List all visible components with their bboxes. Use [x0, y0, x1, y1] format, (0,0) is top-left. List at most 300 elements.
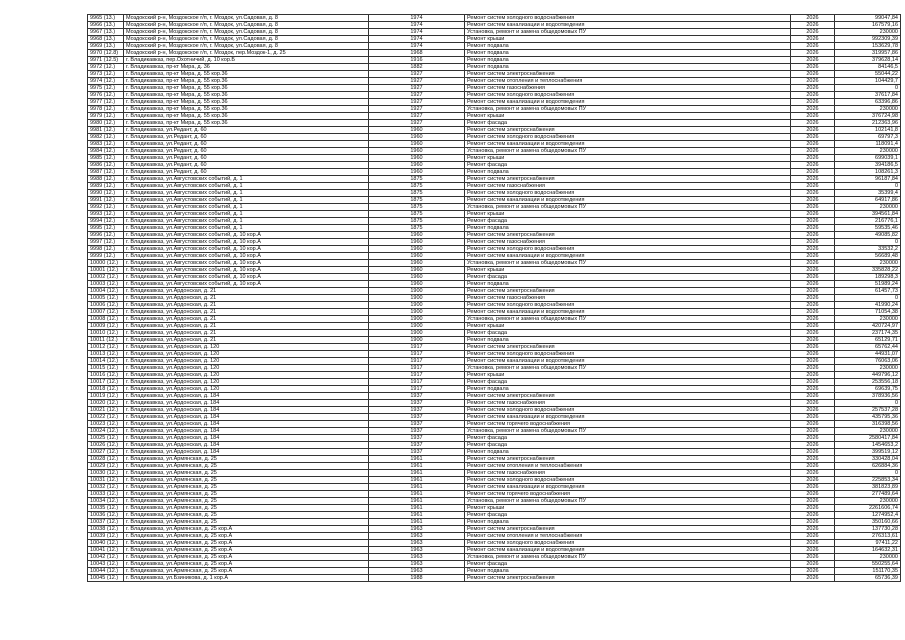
table-row: [88, 162, 901, 169]
cost-cell: 216776,1: [835, 218, 901, 225]
year-built-cell: 1960: [369, 134, 465, 141]
address-cell: г. Владикавказ, ул.Августовских событий, д. 10 кор.А: [124, 246, 369, 253]
table-row: [88, 204, 901, 211]
work-type-cell: Ремонт систем холодного водоснабжения: [465, 190, 791, 197]
cost-cell: 230000: [835, 204, 901, 211]
year-built-cell: 1927: [369, 106, 465, 113]
year-built-cell: 1900: [369, 323, 465, 330]
work-type-cell: Ремонт подвала: [465, 519, 791, 526]
cost-cell: 699039,1: [835, 155, 901, 162]
row-number-cell: 9990 (12.): [88, 190, 124, 197]
work-type-cell: Установка, ремонт и замена общедомовых ПУ: [465, 365, 791, 372]
row-number-cell: 10025 (12.): [88, 435, 124, 442]
plan-year-cell: 2026: [791, 106, 835, 113]
cost-cell: 37617,84: [835, 92, 901, 99]
work-type-cell: Ремонт фасада: [465, 218, 791, 225]
year-built-cell: 1988: [369, 575, 465, 582]
table-row: [88, 428, 901, 435]
year-built-cell: 1960: [369, 281, 465, 288]
year-built-cell: 1974: [369, 22, 465, 29]
plan-year-cell: 2026: [791, 449, 835, 456]
work-type-cell: Ремонт систем отопления и теплоснабжения: [465, 463, 791, 470]
cost-cell: 44931,07: [835, 351, 901, 358]
row-number-cell: 9968 (13.): [88, 36, 124, 43]
row-number-cell: 9972 (12.): [88, 64, 124, 71]
plan-year-cell: 2026: [791, 253, 835, 260]
plan-year-cell: 2026: [791, 267, 835, 274]
work-type-cell: Ремонт систем канализации и водоотведения: [465, 253, 791, 260]
year-built-cell: 1961: [369, 463, 465, 470]
table-row: [88, 253, 901, 260]
table-row: [88, 344, 901, 351]
plan-year-cell: 2026: [791, 155, 835, 162]
address-cell: г. Владикавказ, ул.Ардонская, д. 21: [124, 330, 369, 337]
cost-cell: 379628,14: [835, 57, 901, 64]
table-row: [88, 176, 901, 183]
plan-year-cell: 2026: [791, 169, 835, 176]
plan-year-cell: 2026: [791, 246, 835, 253]
work-type-cell: Ремонт систем канализации и водоотведения: [465, 414, 791, 421]
work-type-cell: Ремонт подвала: [465, 337, 791, 344]
table-row: [88, 316, 901, 323]
year-built-cell: 1916: [369, 57, 465, 64]
cost-cell: 230000: [835, 106, 901, 113]
plan-year-cell: 2026: [791, 351, 835, 358]
work-type-cell: Ремонт систем канализации и водоотведения: [465, 141, 791, 148]
work-type-cell: Ремонт систем электроснабжения: [465, 526, 791, 533]
plan-year-cell: 2026: [791, 64, 835, 71]
cost-cell: 51989,24: [835, 281, 901, 288]
address-cell: г. Владикавказ, ул.Ардонская, д. 21: [124, 302, 369, 309]
work-type-cell: Ремонт подвала: [465, 449, 791, 456]
row-number-cell: 10003 (12.): [88, 281, 124, 288]
table-row: [88, 540, 901, 547]
work-type-cell: Ремонт систем канализации и водоотведения: [465, 197, 791, 204]
work-type-cell: Ремонт систем холодного водоснабжения: [465, 302, 791, 309]
plan-year-cell: 2026: [791, 99, 835, 106]
plan-year-cell: 2026: [791, 407, 835, 414]
work-type-cell: Ремонт фасада: [465, 379, 791, 386]
table-row: [88, 435, 901, 442]
row-number-cell: 10023 (12.): [88, 421, 124, 428]
plan-year-cell: 2026: [791, 512, 835, 519]
row-number-cell: 10013 (12.): [88, 351, 124, 358]
table-row: [88, 449, 901, 456]
plan-year-cell: 2026: [791, 127, 835, 134]
work-type-cell: Ремонт систем газоснабжения: [465, 239, 791, 246]
plan-year-cell: 2026: [791, 379, 835, 386]
table-row: [88, 197, 901, 204]
table-row: [88, 190, 901, 197]
year-built-cell: 1875: [369, 197, 465, 204]
year-built-cell: 1961: [369, 512, 465, 519]
cost-cell: 69639,75: [835, 386, 901, 393]
address-cell: г. Владикавказ, пр-кт Мира, д. 55 кор.36: [124, 113, 369, 120]
table-row: [88, 309, 901, 316]
row-number-cell: 10039 (12.): [88, 533, 124, 540]
work-type-cell: Ремонт систем холодного водоснабжения: [465, 134, 791, 141]
year-built-cell: 1961: [369, 505, 465, 512]
year-built-cell: 1961: [369, 456, 465, 463]
cost-cell: 230000: [835, 498, 901, 505]
cost-cell: 230000: [835, 148, 901, 155]
row-number-cell: 9982 (12.): [88, 134, 124, 141]
row-number-cell: 9969 (13.): [88, 43, 124, 50]
plan-year-cell: 2026: [791, 281, 835, 288]
address-cell: Моздокский р-н, Моздокское г/п, г. Моздок, ул.Садовая, д. 8: [124, 29, 369, 36]
work-type-cell: Установка, ремонт и замена общедомовых ПУ: [465, 498, 791, 505]
row-number-cell: 10014 (12.): [88, 358, 124, 365]
plan-year-cell: 2026: [791, 561, 835, 568]
work-type-cell: Ремонт подвала: [465, 568, 791, 575]
row-number-cell: 10028 (12.): [88, 456, 124, 463]
work-type-cell: Ремонт подвала: [465, 50, 791, 57]
year-built-cell: 1961: [369, 477, 465, 484]
row-number-cell: 10021 (12.): [88, 407, 124, 414]
year-built-cell: 1937: [369, 435, 465, 442]
plan-year-cell: 2026: [791, 421, 835, 428]
year-built-cell: 1875: [369, 176, 465, 183]
plan-year-cell: 2026: [791, 309, 835, 316]
address-cell: г. Владикавказ, ул.Редант, д. 60: [124, 169, 369, 176]
cost-cell: 316398,56: [835, 421, 901, 428]
row-number-cell: 9979 (12.): [88, 113, 124, 120]
table-row: [88, 22, 901, 29]
work-type-cell: Установка, ремонт и замена общедомовых ПУ: [465, 106, 791, 113]
work-type-cell: Ремонт систем холодного водоснабжения: [465, 477, 791, 484]
address-cell: г. Владикавказ, ул.Ардонская, д. 120: [124, 344, 369, 351]
address-cell: г. Владикавказ, ул.Ардонская, д. 184: [124, 421, 369, 428]
year-built-cell: 1960: [369, 169, 465, 176]
address-cell: г. Владикавказ, ул.Ардонская, д. 120: [124, 351, 369, 358]
plan-year-cell: 2026: [791, 134, 835, 141]
row-number-cell: 9981 (12.): [88, 127, 124, 134]
row-number-cell: 9971 (12.5): [88, 57, 124, 64]
plan-year-cell: 2026: [791, 526, 835, 533]
cost-cell: 64917,86: [835, 197, 901, 204]
cost-cell: 0: [835, 239, 901, 246]
cost-cell: 59535,46: [835, 225, 901, 232]
address-cell: г. Владикавказ, ул.Армянская, д. 25 кор.А: [124, 526, 369, 533]
cost-cell: 230000: [835, 260, 901, 267]
row-number-cell: 10011 (12.): [88, 337, 124, 344]
table-row: [88, 358, 901, 365]
table-row: [88, 421, 901, 428]
year-built-cell: 1960: [369, 239, 465, 246]
plan-year-cell: 2026: [791, 232, 835, 239]
row-number-cell: 9965 (13.): [88, 15, 124, 22]
year-built-cell: 1937: [369, 428, 465, 435]
row-number-cell: 10037 (12.): [88, 519, 124, 526]
work-type-cell: Ремонт фасада: [465, 120, 791, 127]
work-type-cell: Установка, ремонт и замена общедомовых ПУ: [465, 29, 791, 36]
plan-year-cell: 2026: [791, 344, 835, 351]
work-type-cell: Ремонт систем холодного водоснабжения: [465, 407, 791, 414]
address-cell: г. Владикавказ, ул.Ардонская, д. 120: [124, 365, 369, 372]
row-number-cell: 9976 (12.): [88, 92, 124, 99]
year-built-cell: 1960: [369, 246, 465, 253]
work-type-cell: Ремонт систем электроснабжения: [465, 575, 791, 582]
cost-cell: 237174,35: [835, 330, 901, 337]
address-cell: г. Владикавказ, ул.Армянская, д. 25 кор.А: [124, 561, 369, 568]
cost-cell: 153629,78: [835, 43, 901, 50]
year-built-cell: 1937: [369, 393, 465, 400]
year-built-cell: 1937: [369, 400, 465, 407]
address-cell: г. Владикавказ, ул.Ардонская, д. 184: [124, 435, 369, 442]
year-built-cell: 1875: [369, 218, 465, 225]
work-type-cell: Установка, ремонт и замена общедомовых ПУ: [465, 260, 791, 267]
address-cell: г. Владикавказ, ул.Ардонская, д. 21: [124, 288, 369, 295]
work-type-cell: Ремонт подвала: [465, 169, 791, 176]
address-cell: г. Владикавказ, ул.Армянская, д. 25: [124, 463, 369, 470]
plan-year-cell: 2026: [791, 428, 835, 435]
year-built-cell: 1960: [369, 148, 465, 155]
address-cell: г. Владикавказ, ул.Августовских событий, д. 1: [124, 218, 369, 225]
address-cell: г. Владикавказ, ул.Бзиникова, д. 1 кор.А: [124, 575, 369, 582]
year-built-cell: 1960: [369, 162, 465, 169]
table-row: [88, 92, 901, 99]
row-number-cell: 10036 (12.): [88, 512, 124, 519]
table-row: [88, 106, 901, 113]
plan-year-cell: 2026: [791, 505, 835, 512]
address-cell: г. Владикавказ, ул.Армянская, д. 25: [124, 456, 369, 463]
work-type-cell: Установка, ремонт и замена общедомовых ПУ: [465, 148, 791, 155]
table-row: [88, 246, 901, 253]
cost-cell: 276313,61: [835, 533, 901, 540]
work-type-cell: Ремонт систем электроснабжения: [465, 127, 791, 134]
address-cell: г. Владикавказ, ул.Ардонская, д. 184: [124, 414, 369, 421]
year-built-cell: 1937: [369, 407, 465, 414]
row-number-cell: 9966 (13.): [88, 22, 124, 29]
year-built-cell: 1963: [369, 533, 465, 540]
table-row: [88, 155, 901, 162]
table-row: [88, 57, 901, 64]
address-cell: г. Владикавказ, ул.Ардонская, д. 120: [124, 386, 369, 393]
table-row: [88, 36, 901, 43]
row-number-cell: 10041 (12.): [88, 547, 124, 554]
row-number-cell: 10031 (12.): [88, 477, 124, 484]
year-built-cell: 1963: [369, 526, 465, 533]
row-number-cell: 10015 (12.): [88, 365, 124, 372]
cost-cell: 330428,04: [835, 456, 901, 463]
address-cell: г. Владикавказ, ул.Армянская, д. 25: [124, 505, 369, 512]
cost-cell: 33532,2: [835, 246, 901, 253]
plan-year-cell: 2026: [791, 71, 835, 78]
cost-cell: 63396,86: [835, 99, 901, 106]
address-cell: г. Владикавказ, ул.Августовских событий, д. 10 кор.А: [124, 267, 369, 274]
work-type-cell: Ремонт систем горячего водоснабжения: [465, 421, 791, 428]
work-type-cell: Установка, ремонт и замена общедомовых ПУ: [465, 204, 791, 211]
year-built-cell: 1961: [369, 519, 465, 526]
plan-year-cell: 2026: [791, 22, 835, 29]
work-type-cell: Ремонт подвала: [465, 225, 791, 232]
row-number-cell: 10010 (12.): [88, 330, 124, 337]
cost-cell: 2580417,84: [835, 435, 901, 442]
cost-cell: 230000: [835, 316, 901, 323]
table-row: [88, 470, 901, 477]
table-row: [88, 281, 901, 288]
cost-cell: 394186,5: [835, 162, 901, 169]
plan-year-cell: 2026: [791, 211, 835, 218]
year-built-cell: 1927: [369, 92, 465, 99]
row-number-cell: 9997 (12.): [88, 239, 124, 246]
address-cell: г. Владикавказ, ул.Редант, д. 60: [124, 148, 369, 155]
year-built-cell: 1927: [369, 113, 465, 120]
plan-year-cell: 2026: [791, 477, 835, 484]
address-cell: г. Владикавказ, пр-кт Мира, д. 55 кор.36: [124, 106, 369, 113]
cost-cell: 61457,73: [835, 288, 901, 295]
table-row: [88, 183, 901, 190]
plan-year-cell: 2026: [791, 218, 835, 225]
row-number-cell: 10027 (12.): [88, 449, 124, 456]
plan-year-cell: 2026: [791, 50, 835, 57]
table-row: [88, 232, 901, 239]
plan-year-cell: 2026: [791, 540, 835, 547]
year-built-cell: 1917: [369, 379, 465, 386]
plan-year-cell: 2026: [791, 547, 835, 554]
cost-cell: 118091,4: [835, 141, 901, 148]
work-type-cell: Ремонт систем газоснабжения: [465, 85, 791, 92]
cost-cell: 319957,86: [835, 50, 901, 57]
cost-cell: 381823,89: [835, 484, 901, 491]
work-type-cell: Ремонт фасада: [465, 162, 791, 169]
address-cell: г. Владикавказ, ул.Ардонская, д. 184: [124, 400, 369, 407]
table-row: [88, 239, 901, 246]
work-type-cell: Ремонт систем газоснабжения: [465, 470, 791, 477]
address-cell: г. Владикавказ, ул.Редант, д. 60: [124, 155, 369, 162]
table-row: [88, 43, 901, 50]
plan-year-cell: 2026: [791, 568, 835, 575]
cost-cell: 0: [835, 85, 901, 92]
work-type-cell: Ремонт систем газоснабжения: [465, 400, 791, 407]
address-cell: г. Владикавказ, ул.Редант, д. 60: [124, 134, 369, 141]
address-cell: г. Владикавказ, ул.Ардонская, д. 184: [124, 393, 369, 400]
row-number-cell: 9995 (12.): [88, 225, 124, 232]
table-row: [88, 15, 901, 22]
table-row: [88, 498, 901, 505]
work-type-cell: Ремонт систем канализации и водоотведения: [465, 22, 791, 29]
plan-year-cell: 2026: [791, 141, 835, 148]
work-type-cell: Ремонт крыши: [465, 211, 791, 218]
plan-year-cell: 2026: [791, 337, 835, 344]
work-type-cell: Ремонт систем отопления и теплоснабжения: [465, 533, 791, 540]
address-cell: г. Владикавказ, ул.Августовских событий, д. 10 кор.А: [124, 239, 369, 246]
work-type-cell: Ремонт подвала: [465, 43, 791, 50]
row-number-cell: 10044 (12.): [88, 568, 124, 575]
year-built-cell: 1968: [369, 50, 465, 57]
cost-cell: 99047,84: [835, 15, 901, 22]
table-row: [88, 512, 901, 519]
year-built-cell: 1937: [369, 442, 465, 449]
table-row: [88, 351, 901, 358]
work-type-cell: Установка, ремонт и замена общедомовых ПУ: [465, 554, 791, 561]
address-cell: г. Владикавказ, ул.Августовских событий, д. 10 кор.А: [124, 260, 369, 267]
row-number-cell: 10001 (12.): [88, 267, 124, 274]
row-number-cell: 9988 (12.): [88, 176, 124, 183]
work-type-cell: Ремонт фасада: [465, 435, 791, 442]
address-cell: г. Владикавказ, пр-кт Мира, д. 36: [124, 64, 369, 71]
plan-year-cell: 2026: [791, 519, 835, 526]
row-number-cell: 9980 (12.): [88, 120, 124, 127]
cost-cell: 626884,36: [835, 463, 901, 470]
year-built-cell: 1917: [369, 351, 465, 358]
address-cell: г. Владикавказ, ул.Армянская, д. 25 кор.А: [124, 547, 369, 554]
address-cell: г. Владикавказ, ул.Августовских событий, д. 1: [124, 211, 369, 218]
cost-cell: 350160,66: [835, 519, 901, 526]
address-cell: г. Владикавказ, ул.Ардонская, д. 184: [124, 407, 369, 414]
plan-year-cell: 2026: [791, 323, 835, 330]
cost-cell: 335828,22: [835, 267, 901, 274]
table-row: [88, 526, 901, 533]
row-number-cell: 10035 (12.): [88, 505, 124, 512]
cost-cell: 164632,31: [835, 547, 901, 554]
address-cell: Моздокский р-н, Моздокское г/п, г. Моздок, ул.Садовая, д. 8: [124, 15, 369, 22]
cost-cell: 137730,28: [835, 526, 901, 533]
cost-cell: 84146,5: [835, 64, 901, 71]
plan-year-cell: 2026: [791, 330, 835, 337]
address-cell: г. Владикавказ, ул.Армянская, д. 25 кор.А: [124, 568, 369, 575]
table-row: [88, 554, 901, 561]
table-row: [88, 288, 901, 295]
row-number-cell: 10020 (12.): [88, 400, 124, 407]
row-number-cell: 10045 (12.): [88, 575, 124, 582]
table-row: [88, 386, 901, 393]
address-cell: г. Владикавказ, ул.Армянская, д. 25: [124, 498, 369, 505]
work-type-cell: Ремонт систем холодного водоснабжения: [465, 540, 791, 547]
cost-cell: 96187,84: [835, 176, 901, 183]
address-cell: г. Владикавказ, ул.Редант, д. 60: [124, 162, 369, 169]
cost-cell: 257537,28: [835, 407, 901, 414]
plan-year-cell: 2026: [791, 197, 835, 204]
work-type-cell: Ремонт фасада: [465, 274, 791, 281]
address-cell: г. Владикавказ, ул.Армянская, д. 25: [124, 477, 369, 484]
year-built-cell: 1961: [369, 470, 465, 477]
plan-year-cell: 2026: [791, 491, 835, 498]
work-type-cell: Ремонт систем электроснабжения: [465, 393, 791, 400]
cost-cell: 55044,22: [835, 71, 901, 78]
work-type-cell: Ремонт систем канализации и водоотведения: [465, 358, 791, 365]
address-cell: г. Владикавказ, ул.Ардонская, д. 120: [124, 358, 369, 365]
table-row: [88, 127, 901, 134]
year-built-cell: 1963: [369, 561, 465, 568]
row-number-cell: 10034 (12.): [88, 498, 124, 505]
address-cell: г. Владикавказ, ул.Ардонская, д. 184: [124, 428, 369, 435]
address-cell: г. Владикавказ, ул.Ардонская, д. 120: [124, 379, 369, 386]
table-row: [88, 547, 901, 554]
address-cell: Моздокский р-н, Моздокское г/п, г. Моздок, ул.Садовая, д. 8: [124, 43, 369, 50]
cost-cell: 376724,98: [835, 113, 901, 120]
plan-year-cell: 2026: [791, 414, 835, 421]
table-row: [88, 477, 901, 484]
cost-cell: 550255,64: [835, 561, 901, 568]
row-number-cell: 10032 (12.): [88, 484, 124, 491]
row-number-cell: 10006 (12.): [88, 302, 124, 309]
year-built-cell: 1974: [369, 36, 465, 43]
row-number-cell: 10002 (12.): [88, 274, 124, 281]
work-type-cell: Ремонт систем горячего водоснабжения: [465, 491, 791, 498]
table-row: [88, 519, 901, 526]
address-cell: г. Владикавказ, ул.Августовских событий, д. 10 кор.А: [124, 253, 369, 260]
cost-cell: 0: [835, 183, 901, 190]
capital-repair-table: [87, 14, 901, 582]
work-type-cell: Ремонт систем отопления и теплоснабжения: [465, 78, 791, 85]
table-row: [88, 71, 901, 78]
work-type-cell: Ремонт крыши: [465, 323, 791, 330]
table-row: [88, 575, 901, 582]
table-row: [88, 463, 901, 470]
address-cell: г. Владикавказ, ул.Редант, д. 60: [124, 127, 369, 134]
table-row: [88, 64, 901, 71]
